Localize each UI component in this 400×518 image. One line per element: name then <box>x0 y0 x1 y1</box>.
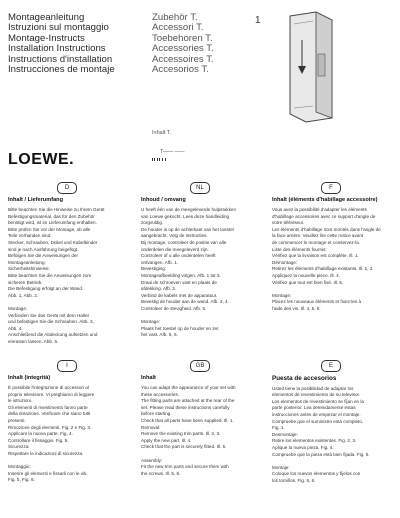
section-text: los tornillos. Fig. 5, 6. <box>272 477 316 483</box>
section-text: Plaats het toestel op de houder en zet <box>141 325 219 331</box>
section-text: set. Please read these instructions carefully <box>141 404 230 410</box>
section-text: Fig. 1. <box>272 425 285 431</box>
section-text: della dotazione. Verificare che siano tutti <box>8 411 91 417</box>
product-name-nl: Toebehoren T. <box>152 32 213 44</box>
section-text <box>272 458 390 465</box>
section-text: Stecker, Schrauben, Dübel und Kabelbinder <box>8 239 98 245</box>
section-heading: Inhalt <box>141 375 156 381</box>
section-text: Sicurezza: <box>8 444 30 450</box>
section-text: Vérifiez que la livraison est complète. Ill. 1. <box>272 253 359 259</box>
section-text: Controleer de stevigheid. Afb. 5. <box>141 305 207 311</box>
section-text: Montageafbeelding volgen. Afb. 1 tot 3. <box>141 272 221 278</box>
title-de: Montageanleitung <box>8 12 85 23</box>
section-text: Abb. 1, Abb. 2. <box>8 292 39 298</box>
section-text: U heeft één van de meegeleverde hulpstukken <box>141 207 237 212</box>
section-text: einrasten lassen. Abb. 5. <box>8 338 59 344</box>
section-text: presenti. <box>8 417 26 423</box>
section-text: Vérifiez que tout est bien fixé. Ill. 5. <box>272 279 344 285</box>
language-badge-it: I <box>57 360 77 372</box>
section-text: Retirez les éléments d'habillage existants. Ill. 2, 3. <box>272 266 374 272</box>
loewe-logo: LOEWE. <box>8 151 75 168</box>
section-text: Abb. 4. <box>8 325 23 331</box>
section-text: Bitte prüfen Sie vor der Montage, ob alle <box>8 226 91 232</box>
section-text: Bevestig de houder aan de wand. Afb. 3, 4. <box>141 299 229 305</box>
section-gb <box>141 360 259 477</box>
section-text: la face arrière. Veuillez lire cette notice avant <box>272 233 364 239</box>
section-text: Compruebe que el suministro está completo. <box>272 418 364 424</box>
section-text: Remove the existing trim parts. Ill. 2, 3. <box>141 431 221 437</box>
section-text: Apply the new part. Ill. 4. <box>141 437 192 443</box>
product-name-en: Accessories T. <box>152 43 214 55</box>
title-fr: Instructions d'installation <box>8 53 113 65</box>
section-text: Controllare il fissaggio. Fig. 5. <box>8 437 69 443</box>
section-text: these accessories. <box>141 391 180 397</box>
section-text: van Loewe gekocht. Lees deze handleiding <box>141 213 230 219</box>
section-text: Montaggio: <box>8 464 31 470</box>
section-text: Gli elementi di rivestimento fanno parte <box>8 404 88 410</box>
section-text <box>272 286 390 293</box>
section-text: Retire los elementos existentes. Fig. 2, 3. <box>272 438 357 444</box>
section-text: Assembly: <box>141 457 163 463</box>
section-text: Teile vorhanden sind. <box>8 233 52 239</box>
section-heading: Inhalt (integrità) <box>8 375 51 381</box>
section-fr <box>272 182 390 313</box>
section-text: Applicare la nuova parte. Fig. 4. <box>8 431 73 437</box>
section-text: sind je nach Ausführung beigefügt. <box>8 246 79 252</box>
title-it: Istruzioni sul montaggio <box>8 22 109 34</box>
section-text: afdekking. Afb. 2. <box>141 286 177 292</box>
section-text: You can adapt the appearance of your set with <box>141 385 236 390</box>
section-text: de commencer le montage et conservez-la. <box>272 239 361 245</box>
section-text: Coloque los nuevos elementos y fíjelos con <box>272 471 361 477</box>
section-text: instrucciones antes de empezar el montaje. <box>272 411 361 417</box>
barcode-number: T—— —— <box>160 149 185 155</box>
document-titles <box>8 13 158 75</box>
section-text: Démontage: <box>272 259 298 265</box>
title-nl: Montage-Instructs <box>8 32 85 44</box>
section-text: proprio televisore. Vi preghiamo di leggere <box>8 391 95 397</box>
section-text: Aplique la nueva pieza. Fig. 4. <box>272 444 334 450</box>
section-text: het vast. Afb. 5, 6. <box>141 332 178 338</box>
language-badge-es: E <box>321 360 341 372</box>
section-heading: Inhalt (éléments d'habillage accessoire) <box>272 197 378 203</box>
section-text: Los elementos de revestimiento se fijan en la <box>272 398 364 404</box>
product-names <box>152 13 214 75</box>
section-text: Die Befestigung erfolgt an der Wand. <box>8 286 84 292</box>
document-code: Inhalt T. <box>152 130 172 136</box>
section-text: Sicherheitshinweise: <box>8 266 50 272</box>
title-es: Instrucciones de montaje <box>8 64 115 76</box>
section-text: Bevestiging: <box>141 266 167 272</box>
section-es <box>272 360 390 485</box>
section-text: Draai de schroeven vast en plaats de <box>141 279 217 285</box>
section-text: before starting. <box>141 411 172 417</box>
section-text: The fitting parts are attached at the rear of the <box>141 398 235 404</box>
section-it <box>8 360 126 484</box>
section-nl <box>141 182 259 339</box>
section-text: Montage: <box>141 319 161 325</box>
section-text <box>141 451 259 458</box>
section-text: l'aide des vis. Ill. 4, 5, 6. <box>272 305 321 311</box>
section-text: benötigt wird, ist im Lieferumfang enthalten. <box>8 220 97 226</box>
section-text: Controleer of u alle onderdelen heeft <box>141 253 216 259</box>
section-text: Removal: <box>141 424 161 430</box>
section-text: Appliquez la nouvelle pièce. Ill. 4. <box>272 272 340 278</box>
product-name-it: Accessori T. <box>152 22 204 34</box>
language-badge-de: D <box>57 182 77 194</box>
section-heading: Inhalt / Lieferumfang <box>8 197 64 203</box>
appliance-illustration <box>280 10 346 125</box>
section-text <box>8 458 126 465</box>
section-text: Anschließend die Abdeckung aufsetzen und <box>8 332 98 338</box>
section-text: Montage: <box>272 292 292 298</box>
section-text: und befestigen Sie die Schrauben. Abb. 3, <box>8 319 94 325</box>
section-text: Inserire gli elementi e fissarli con le viti. <box>8 470 88 476</box>
section-text: onderdelen die meegeleverd zijn. <box>141 246 209 252</box>
section-text: Rimozione degli elementi. Fig. 2 e Fig. 3. <box>8 424 92 430</box>
language-badge-fr: F <box>321 182 341 194</box>
section-de <box>8 182 126 345</box>
section-text: Montageanleitung. <box>8 259 46 265</box>
product-name-es: Accesorios T. <box>152 64 209 76</box>
section-text: aangebracht. Volg de instructies. <box>141 233 208 239</box>
section-text: Rispettare le indicazioni di sicurezza. <box>8 450 84 456</box>
section-text: È possibile l'integrazione di accessori al <box>8 385 89 390</box>
section-text: sicheren Betrieb. <box>8 279 43 285</box>
section-text: elementos de revestimiento de su televisor. <box>272 392 361 398</box>
section-text: Fit the new trim parts and secure them with <box>141 464 229 470</box>
section-text: Check that the part is securely fitted. Ill. 5. <box>141 444 227 450</box>
language-badge-nl: NL <box>190 182 210 194</box>
section-text: Desmontaje: <box>272 431 298 437</box>
section-text: zorgvuldig. <box>141 220 164 226</box>
section-text: Bij montage, controleer de positie van alle <box>141 239 227 245</box>
section-text: ontvangen. Afb. 1. <box>141 259 179 265</box>
language-badge-gb: GB <box>190 360 210 372</box>
section-text: Befestigungsmaterial, das für den Zubehör <box>8 213 95 219</box>
section-text: Liste des éléments fournis: <box>272 246 327 252</box>
section-heading: Inhoud / omvang <box>141 197 186 203</box>
section-text: Placez les nouveaux éléments et fixez-les à <box>272 299 362 305</box>
section-text: the screws. Ill. 5, 6. <box>141 470 181 476</box>
section-text: parte posterior. Lea detenidamente estas <box>272 405 356 411</box>
section-text: Les éléments d'habillage sont montés dans l'angle de <box>272 226 381 232</box>
section-text: Fig. 5, Fig. 6. <box>8 477 35 483</box>
section-text: Montaje: <box>272 464 290 470</box>
section-text: Vous avez la possibilité d'adapter les éléments <box>272 207 367 212</box>
section-text: Befolgen Sie die Anweisungen der <box>8 253 78 259</box>
section-text: Check that all parts have been supplied. Ill. 1. <box>141 417 234 423</box>
section-text: Montage: <box>8 305 28 311</box>
section-text: le istruzioni. <box>8 398 33 404</box>
title-en: Installation Instructions <box>8 43 106 55</box>
section-text <box>141 313 259 320</box>
section-text: Verbinden Sie das Gerät mit dem Halter <box>8 312 90 318</box>
section-text: votre téléviseur. <box>272 220 305 226</box>
section-text: Compruebe que la pieza está bien fijada. Fig. 5. <box>272 451 370 457</box>
section-text: Bitte beachten Sie die Anweisungen zum <box>8 272 92 278</box>
section-text: Usted tiene la posibilidad de adaptar los <box>272 385 354 391</box>
section-text <box>8 299 126 306</box>
product-name-fr: Accessoires T. <box>152 53 214 65</box>
section-text: De houder is op de achterkant van het toestel <box>141 226 234 232</box>
product-name-de: Zubehör T. <box>152 12 198 23</box>
section-text: Verbind de kabels met de apparatuur. <box>141 292 218 298</box>
section-heading: Puesta de accesorios <box>272 375 337 382</box>
section-text: d'habillage accessoires avec ce support d'angle de <box>272 213 376 219</box>
section-text: Bitte beachten Sie die Hinweise zu Ihrem Gerät <box>8 207 105 212</box>
page-number: 1 <box>255 15 261 26</box>
